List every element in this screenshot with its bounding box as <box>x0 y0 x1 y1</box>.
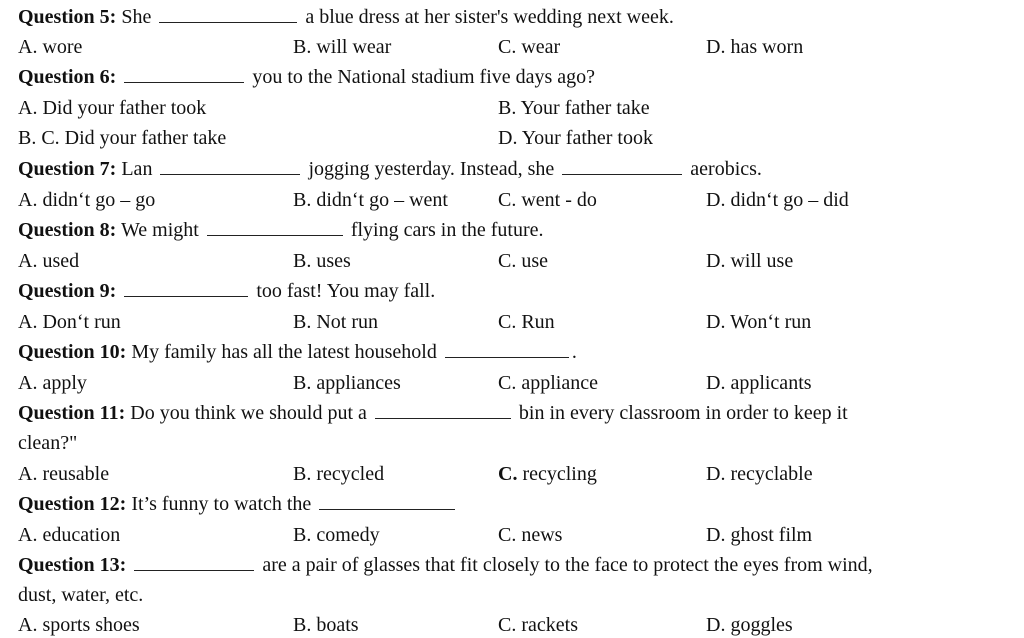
question-text: . <box>571 341 577 363</box>
answer-blank[interactable] <box>160 156 300 175</box>
question-continuation: dust, water, etc. <box>18 584 144 606</box>
option-b[interactable]: B. didn‘t go – went <box>293 189 448 211</box>
question-text: Do you think we should put a <box>125 402 367 424</box>
question-text: bin in every classroom in order to keep it <box>518 402 848 424</box>
option-a[interactable]: A. sports shoes <box>18 614 140 636</box>
option-text: recycling <box>517 463 597 485</box>
question-label: Question 8: <box>18 219 117 241</box>
question-text: It’s funny to watch the <box>126 493 312 515</box>
question-text: She <box>116 6 152 28</box>
option-d[interactable]: D. will use <box>706 250 794 272</box>
question-text: Lan <box>116 158 153 180</box>
question-text: aerobics. <box>690 158 762 180</box>
answer-blank[interactable] <box>207 217 343 236</box>
question-label: Question 12: <box>18 493 127 515</box>
option-a[interactable]: A. wore <box>18 36 83 58</box>
option-a[interactable]: A. education <box>18 524 121 546</box>
option-c[interactable]: C. news <box>498 524 563 546</box>
option-a[interactable]: A. Did your father took <box>18 97 207 119</box>
option-d[interactable]: D. recyclable <box>706 463 813 485</box>
option-d[interactable]: D. has worn <box>706 36 804 58</box>
option-c[interactable]: C. Run <box>498 311 555 333</box>
question-5 <box>18 4 674 30</box>
question-label: Question 11: <box>18 402 126 424</box>
option-d[interactable]: D. Your father took <box>498 127 653 149</box>
option-letter: C. <box>498 463 518 485</box>
option-d[interactable]: D. ghost film <box>706 524 813 546</box>
option-c[interactable]: C. went - do <box>498 189 597 211</box>
option-d[interactable]: D. Won‘t run <box>706 311 812 333</box>
question-9 <box>18 278 435 304</box>
question-6 <box>18 64 595 90</box>
question-text: you to the National stadium five days ago? <box>252 66 596 88</box>
option-b[interactable]: B. recycled <box>293 463 385 485</box>
question-text: My family has all the latest household <box>126 341 437 363</box>
question-10 <box>18 339 577 365</box>
option-b[interactable]: B. uses <box>293 250 351 272</box>
answer-blank[interactable] <box>134 552 254 571</box>
question-8 <box>18 217 544 243</box>
option-b[interactable]: B. comedy <box>293 524 380 546</box>
option-c[interactable]: C. wear <box>498 36 561 58</box>
option-b[interactable]: B. Your father take <box>498 97 650 119</box>
answer-blank[interactable] <box>124 278 248 297</box>
option-c[interactable]: B. C. Did your father take <box>18 127 227 149</box>
question-11 <box>18 400 848 426</box>
answer-blank[interactable] <box>445 339 569 358</box>
answer-blank[interactable] <box>375 400 511 419</box>
option-b[interactable]: B. will wear <box>293 36 392 58</box>
option-a[interactable]: A. didn‘t go – go <box>18 189 156 211</box>
question-label: Question 5: <box>18 6 117 28</box>
option-c[interactable] <box>498 461 597 487</box>
question-label: Question 7: <box>18 158 117 180</box>
option-b[interactable]: B. Not run <box>293 311 378 333</box>
answer-blank[interactable] <box>124 64 244 83</box>
answer-blank[interactable] <box>159 4 297 23</box>
option-d[interactable]: D. applicants <box>706 372 812 394</box>
question-label: Question 10: <box>18 341 127 363</box>
option-a[interactable]: A. apply <box>18 372 87 394</box>
question-text: We might <box>116 219 199 241</box>
question-label: Question 6: <box>18 66 117 88</box>
question-label: Question 9: <box>18 280 117 302</box>
option-a[interactable]: A. reusable <box>18 463 110 485</box>
option-c[interactable]: C. appliance <box>498 372 598 394</box>
question-text: jogging yesterday. Instead, she <box>308 158 555 180</box>
answer-blank[interactable] <box>319 491 455 510</box>
option-b[interactable]: B. appliances <box>293 372 401 394</box>
question-7 <box>18 156 762 182</box>
answer-blank[interactable] <box>562 156 682 175</box>
question-text: too fast! You may fall. <box>256 280 436 302</box>
question-text: a blue dress at her sister's wedding next week. <box>305 6 674 28</box>
option-b[interactable]: B. boats <box>293 614 359 636</box>
question-text: flying cars in the future. <box>350 219 544 241</box>
option-d[interactable]: D. goggles <box>706 614 793 636</box>
option-a[interactable]: A. used <box>18 250 80 272</box>
option-c[interactable]: C. rackets <box>498 614 578 636</box>
question-12 <box>18 491 458 517</box>
option-c[interactable]: C. use <box>498 250 548 272</box>
option-a[interactable]: A. Don‘t run <box>18 311 121 333</box>
question-continuation: clean?" <box>18 432 78 454</box>
question-text: are a pair of glasses that fit closely to the face to protect the eyes from wind, <box>262 554 873 576</box>
question-label: Question 13: <box>18 554 127 576</box>
option-d[interactable]: D. didn‘t go – did <box>706 189 849 211</box>
question-13 <box>18 552 873 578</box>
